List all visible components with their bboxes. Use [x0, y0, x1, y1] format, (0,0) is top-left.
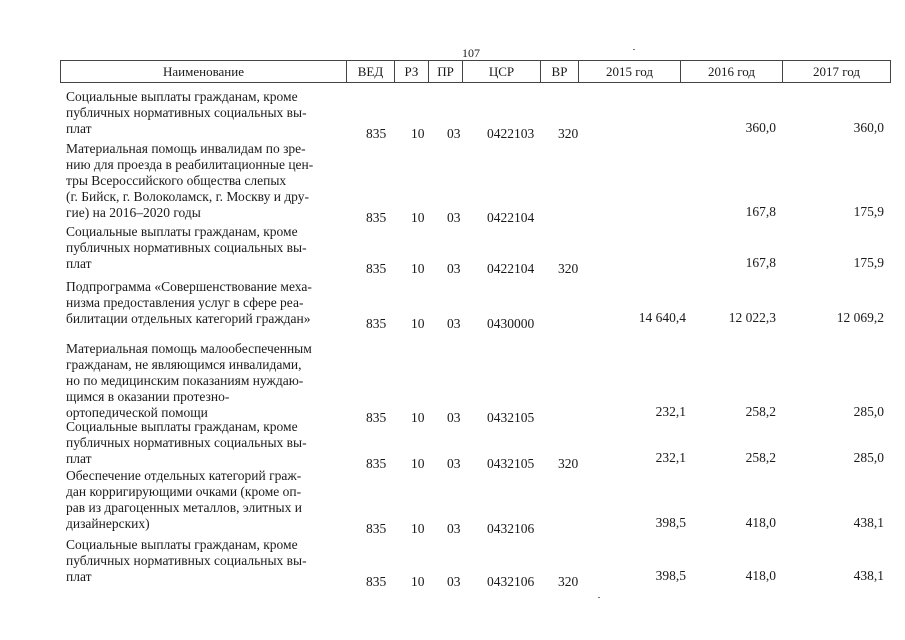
cell-y2016: 167,8 — [745, 204, 776, 219]
cell-y2015: 14 640,4 — [638, 310, 686, 325]
row-name-line: Социальные выплаты гражданам, кроме — [66, 419, 298, 434]
cell-rz: 10 — [411, 456, 425, 471]
cell-pr: 03 — [447, 521, 461, 536]
row-name-line: тры Всероссийского общества слепых — [66, 173, 287, 188]
row-name — [66, 141, 356, 221]
cell-csr: 0432106 — [487, 521, 535, 536]
cell-y2015: 232,1 — [655, 450, 686, 465]
cell-pr: 03 — [447, 210, 461, 225]
cell-vr: 320 — [558, 261, 579, 276]
row-name-line: Социальные выплаты гражданам, кроме — [66, 537, 298, 552]
table-header — [60, 60, 891, 83]
cell-y2015: 398,5 — [655, 515, 686, 530]
scan-speck — [633, 49, 635, 50]
row-name-line: Материальная помощь малообеспеченным — [66, 341, 312, 356]
row-name — [66, 89, 356, 137]
row-name — [66, 419, 356, 467]
cell-ved: 835 — [366, 261, 387, 276]
cell-csr: 0422104 — [487, 261, 535, 276]
cell-csr: 0422104 — [487, 210, 535, 225]
cell-y2017: 360,0 — [853, 120, 884, 135]
cell-y2016: 12 022,3 — [728, 310, 776, 325]
cell-pr: 03 — [447, 126, 461, 141]
cell-csr: 0432106 — [487, 574, 535, 589]
cell-pr: 03 — [447, 410, 461, 425]
row-name-line: публичных нормативных социальных вы- — [66, 435, 307, 450]
header-vr: ВР — [541, 61, 579, 82]
row-name-line: Материальная помощь инвалидам по зре- — [66, 141, 306, 156]
cell-pr: 03 — [447, 574, 461, 589]
cell-y2016: 418,0 — [745, 568, 776, 583]
row-name-line: Обеспечение отдельных категорий граж- — [66, 468, 302, 483]
row-name-line: публичных нормативных социальных вы- — [66, 553, 307, 568]
row-name-line: ортопедической помощи — [66, 405, 208, 420]
row-name-line: Социальные выплаты гражданам, кроме — [66, 89, 298, 104]
cell-y2017: 438,1 — [853, 568, 884, 583]
row-name-line: плат — [66, 256, 92, 271]
cell-y2016: 258,2 — [745, 404, 776, 419]
row-name — [66, 341, 356, 421]
row-name — [66, 279, 356, 327]
cell-y2017: 175,9 — [853, 204, 884, 219]
row-name-line: публичных нормативных социальных вы- — [66, 240, 307, 255]
cell-y2017: 12 069,2 — [836, 310, 884, 325]
row-name-line: но по медицинским показаниям нуждаю- — [66, 373, 304, 388]
row-name-line: (г. Бийск, г. Волоколамск, г. Москву и дру- — [66, 189, 309, 204]
header-name: Наименование — [61, 61, 347, 82]
cell-ved: 835 — [366, 126, 387, 141]
cell-y2017: 438,1 — [853, 515, 884, 530]
header-pr: ПР — [429, 61, 463, 82]
row-name-line: дан корригирующими очками (кроме оп- — [66, 484, 302, 499]
cell-rz: 10 — [411, 126, 425, 141]
row-name-line: гие) на 2016–2020 годы — [66, 205, 201, 220]
cell-vr: 320 — [558, 126, 579, 141]
row-name-line: плат — [66, 451, 92, 466]
cell-ved: 835 — [366, 210, 387, 225]
cell-pr: 03 — [447, 261, 461, 276]
cell-y2016: 418,0 — [745, 515, 776, 530]
header-2016: 2016 год — [681, 61, 783, 82]
cell-rz: 10 — [411, 210, 425, 225]
row-name-line: низма предоставления услуг в сфере реа- — [66, 295, 304, 310]
cell-ved: 835 — [366, 456, 387, 471]
header-2015: 2015 год — [579, 61, 681, 82]
cell-rz: 10 — [411, 574, 425, 589]
header-ved: ВЕД — [347, 61, 395, 82]
row-name-line: Подпрограмма «Совершенствование меха- — [66, 279, 312, 294]
header-2017: 2017 год — [783, 61, 891, 82]
cell-vr: 320 — [558, 574, 579, 589]
cell-ved: 835 — [366, 316, 387, 331]
cell-y2017: 175,9 — [853, 255, 884, 270]
cell-y2017: 285,0 — [853, 450, 884, 465]
row-name-line: плат — [66, 121, 92, 136]
cell-pr: 03 — [447, 456, 461, 471]
cell-y2016: 360,0 — [745, 120, 776, 135]
cell-csr: 0432105 — [487, 410, 535, 425]
row-name-line: гражданам, не являющимся инвалидами, — [66, 357, 302, 372]
row-name-line: Социальные выплаты гражданам, кроме — [66, 224, 298, 239]
cell-y2016: 167,8 — [745, 255, 776, 270]
cell-csr: 0430000 — [487, 316, 535, 331]
row-name-line: плат — [66, 569, 92, 584]
row-name-line: дизайнерских) — [66, 516, 150, 531]
cell-vr: 320 — [558, 456, 579, 471]
cell-csr: 0422103 — [487, 126, 535, 141]
cell-y2016: 258,2 — [745, 450, 776, 465]
cell-pr: 03 — [447, 316, 461, 331]
row-name-line: нию для проезда в реабилитационные цен- — [66, 157, 314, 172]
row-name-line: билитации отдельных категорий граждан» — [66, 311, 311, 326]
row-name — [66, 537, 356, 585]
row-name — [66, 468, 356, 532]
cell-ved: 835 — [366, 574, 387, 589]
scan-speck — [598, 597, 600, 598]
header-csr: ЦСР — [463, 61, 541, 82]
cell-y2015: 232,1 — [655, 404, 686, 419]
cell-rz: 10 — [411, 261, 425, 276]
row-name — [66, 224, 356, 272]
page-number: 107 — [462, 46, 480, 60]
row-name-line: публичных нормативных социальных вы- — [66, 105, 307, 120]
cell-rz: 10 — [411, 316, 425, 331]
header-rz: РЗ — [395, 61, 429, 82]
cell-y2015: 398,5 — [655, 568, 686, 583]
row-name-line: рав из драгоценных металлов, элитных и — [66, 500, 302, 515]
cell-y2017: 285,0 — [853, 404, 884, 419]
cell-csr: 0432105 — [487, 456, 535, 471]
cell-rz: 10 — [411, 410, 425, 425]
cell-ved: 835 — [366, 410, 387, 425]
row-name-line: щимся в оказании протезно- — [66, 389, 230, 404]
cell-ved: 835 — [366, 521, 387, 536]
cell-rz: 10 — [411, 521, 425, 536]
